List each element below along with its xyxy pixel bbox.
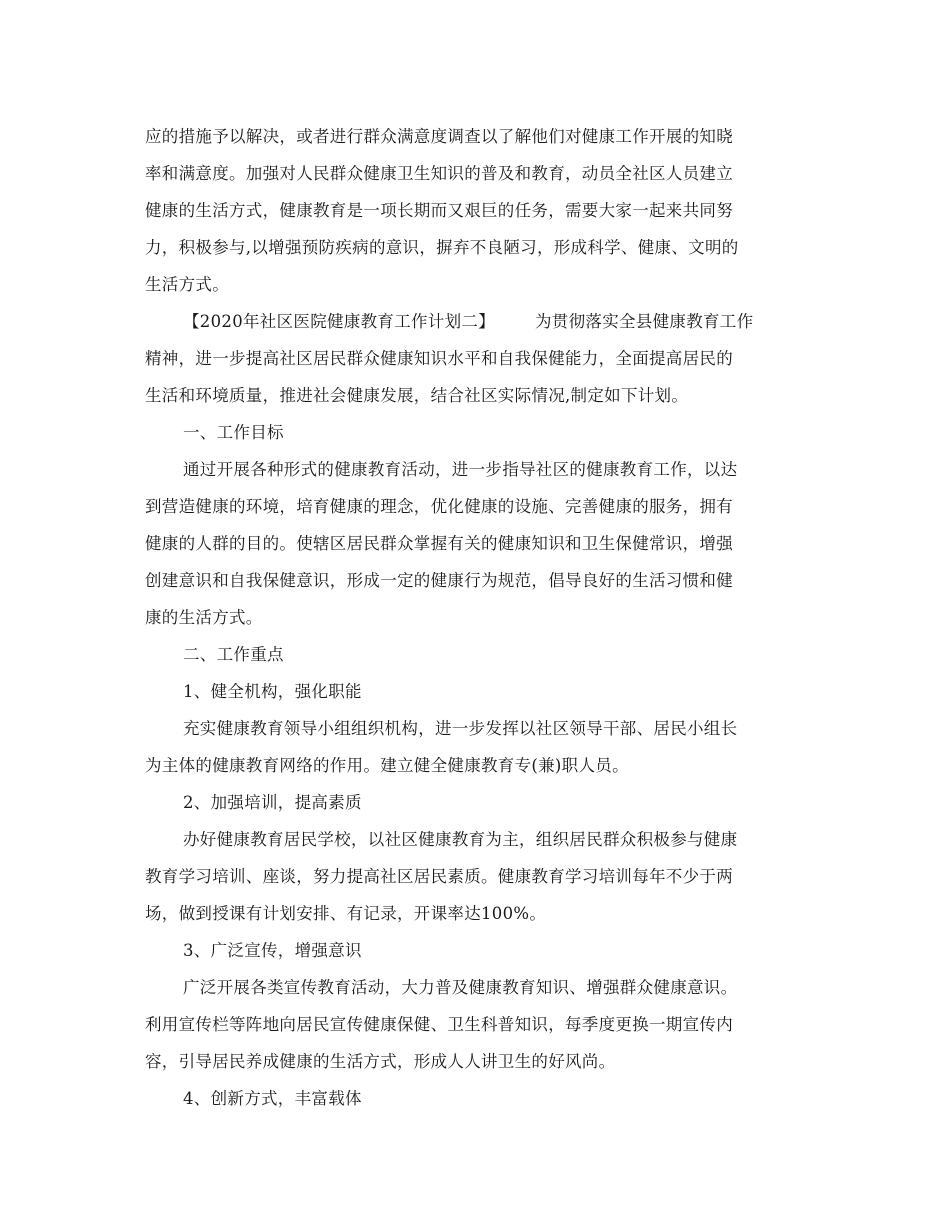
paragraph: [145, 821, 805, 932]
text-line: 健康的生活方式，健康教育是一项长期而又艰巨的任务，需要大家一起来共同努: [145, 201, 733, 220]
section-heading: [145, 932, 805, 969]
text-line: 场，做到授课有计划安排、有记录，开课率达100%。: [145, 904, 547, 923]
section-heading: [145, 784, 805, 821]
text-line: 健康的人群的目的。使辖区居民群众掌握有关的健康知识和卫生保健常识，增强: [145, 534, 733, 553]
text-line: 应的措施予以解决，或者进行群众满意度调查以了解他们对健康工作开展的知晓: [145, 127, 733, 146]
text-line: 办好健康教育居民学校，以社区健康教育为主，组织居民群众积极参与健康: [183, 830, 738, 849]
section-heading: [145, 673, 805, 710]
text-line: 力，积极参与,以增强预防疾病的意识，摒弃不良陋习，形成科学、健康、文明的: [145, 238, 739, 257]
paragraph: [145, 303, 805, 414]
text-line: 到营造健康的环境，培育健康的理念，优化健康的设施、完善健康的服务，拥有: [145, 497, 733, 516]
plan-intro-text: 为贯彻落实全县健康教育工作: [535, 312, 754, 331]
plan-title-line: [145, 303, 805, 340]
paragraph: [145, 451, 805, 636]
heading-text: 二、工作重点: [183, 645, 284, 664]
text-line: 容，引导居民养成健康的生活方式，形成人人讲卫生的好风尚。: [145, 1052, 616, 1071]
text-line: 教育学习培训、座谈，努力提高社区居民素质。健康教育学习培训每年不少于两: [145, 867, 733, 886]
text-line: 通过开展各种形式的健康教育活动，进一步指导社区的健康教育工作，以达: [183, 460, 738, 479]
heading-text: 1、健全机构，强化职能: [183, 682, 362, 701]
section-heading: [145, 636, 805, 673]
section-heading: [145, 1080, 805, 1117]
heading-text: 3、广泛宣传，增强意识: [183, 941, 362, 960]
text-line: 广泛开展各类宣传教育活动，大力普及健康教育知识、增强群众健康意识。: [183, 978, 738, 997]
text-line: 充实健康教育领导小组组织机构，进一步发挥以社区领导干部、居民小组长: [183, 719, 738, 738]
paragraph: [145, 969, 805, 1080]
paragraph: [145, 710, 805, 784]
heading-text: 4、创新方式，丰富载体: [183, 1089, 362, 1108]
text-line: 利用宣传栏等阵地向居民宣传健康保健、卫生科普知识，每季度更换一期宣传内: [145, 1015, 733, 1034]
text-line: 创建意识和自我保健意识，形成一定的健康行为规范，倡导良好的生活习惯和健: [145, 571, 733, 590]
heading-text: 一、工作目标: [183, 423, 284, 442]
document-body: [145, 118, 805, 1117]
text-line: 生活和环境质量，推进社会健康发展，结合社区实际情况,制定如下计划。: [145, 386, 689, 405]
text-line: 为主体的健康教育网络的作用。建立健全健康教育专(兼)职人员。: [145, 756, 629, 775]
text-line: 精神，进一步提高社区居民群众健康知识水平和自我保健能力，全面提高居民的: [145, 349, 733, 368]
text-line: 康的生活方式。: [145, 608, 263, 627]
text-line: 率和满意度。加强对人民群众健康卫生知识的普及和教育，动员全社区人员建立: [145, 164, 733, 183]
heading-text: 2、加强培训，提高素质: [183, 793, 362, 812]
section-heading: [145, 414, 805, 451]
plan-title: 【2020年社区医院健康教育工作计划二】: [183, 312, 495, 331]
paragraph: [145, 118, 805, 303]
text-line: 生活方式。: [145, 275, 229, 294]
